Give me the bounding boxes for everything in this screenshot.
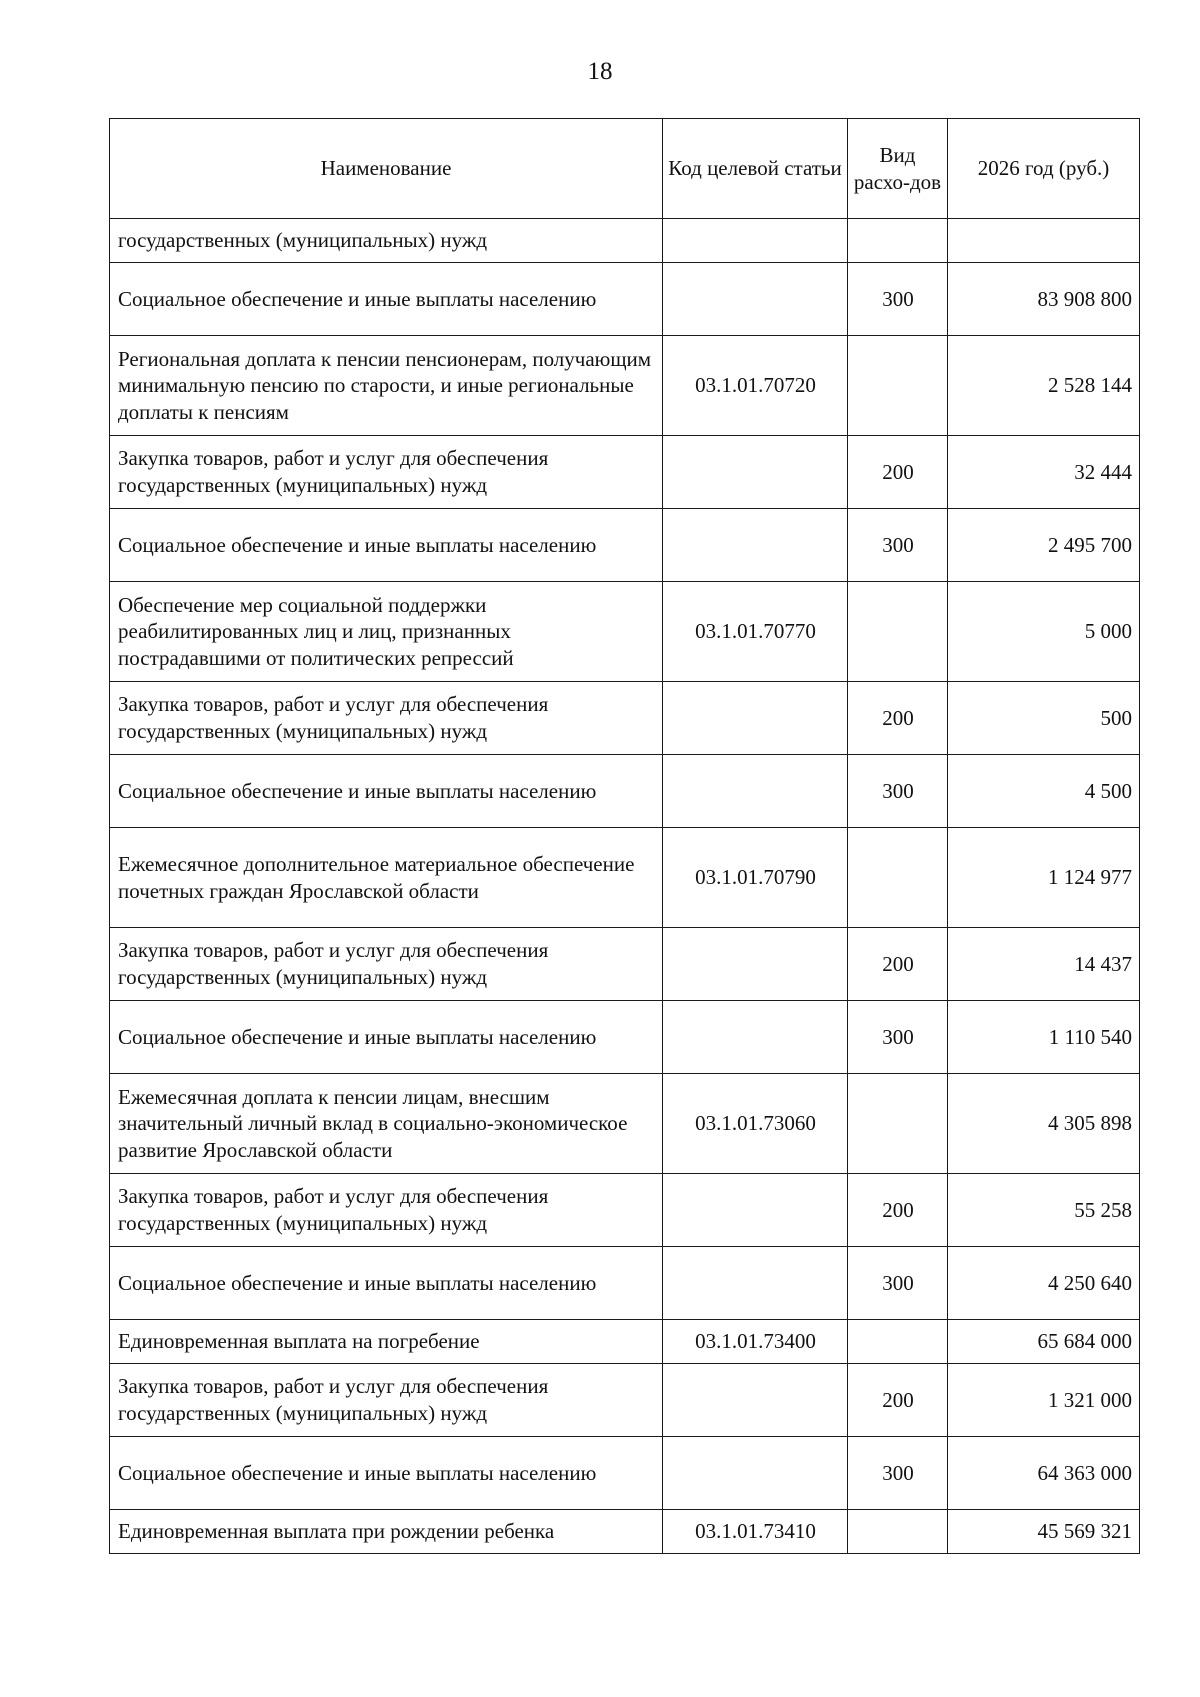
row-amount: 83 908 800 <box>948 263 1140 336</box>
row-amount: 500 <box>948 682 1140 755</box>
row-amount: 5 000 <box>948 582 1140 682</box>
table-row <box>110 1074 1140 1174</box>
row-amount: 4 500 <box>948 755 1140 828</box>
row-type <box>848 1510 948 1554</box>
row-name: Единовременная выплата при рождении ребенка <box>110 1510 663 1554</box>
table-row <box>110 682 1140 755</box>
row-type <box>848 582 948 682</box>
table-row <box>110 1510 1140 1554</box>
row-code: 03.1.01.73400 <box>663 1320 848 1364</box>
row-type: 300 <box>848 1247 948 1320</box>
table-row <box>110 928 1140 1001</box>
row-name: Ежемесячная доплата к пенсии лицам, внесшим значительный личный вклад в социально-экономическое развитие Ярославской области <box>110 1074 663 1174</box>
table-row <box>110 509 1140 582</box>
row-amount: 45 569 321 <box>948 1510 1140 1554</box>
row-type: 200 <box>848 928 948 1001</box>
row-code <box>663 1437 848 1510</box>
row-name: Единовременная выплата на погребение <box>110 1320 663 1364</box>
table-row <box>110 1174 1140 1247</box>
table-body <box>110 219 1140 1554</box>
row-type: 200 <box>848 1174 948 1247</box>
row-code <box>663 755 848 828</box>
header-name: Наименование <box>110 119 663 219</box>
row-type: 200 <box>848 1364 948 1437</box>
row-name: Ежемесячное дополнительное материальное обеспечение почетных граждан Ярославской области <box>110 828 663 928</box>
row-name: Социальное обеспечение и иные выплаты населению <box>110 755 663 828</box>
table-row <box>110 436 1140 509</box>
row-code <box>663 1247 848 1320</box>
row-type: 300 <box>848 1001 948 1074</box>
row-name: Закупка товаров, работ и услуг для обеспечения государственных (муниципальных) нужд <box>110 1174 663 1247</box>
row-code: 03.1.01.70790 <box>663 828 848 928</box>
row-name: Закупка товаров, работ и услуг для обеспечения государственных (муниципальных) нужд <box>110 1364 663 1437</box>
table-row <box>110 755 1140 828</box>
row-name: государственных (муниципальных) нужд <box>110 219 663 263</box>
row-name: Социальное обеспечение и иные выплаты населению <box>110 1247 663 1320</box>
row-amount: 1 321 000 <box>948 1364 1140 1437</box>
row-name: Закупка товаров, работ и услуг для обеспечения государственных (муниципальных) нужд <box>110 436 663 509</box>
row-amount: 64 363 000 <box>948 1437 1140 1510</box>
table-row <box>110 263 1140 336</box>
row-type: 300 <box>848 509 948 582</box>
row-code <box>663 219 848 263</box>
budget-table <box>109 118 1140 1554</box>
header-amount: 2026 год (руб.) <box>948 119 1140 219</box>
row-code: 03.1.01.70720 <box>663 336 848 436</box>
row-amount: 1 110 540 <box>948 1001 1140 1074</box>
table-row <box>110 1364 1140 1437</box>
row-type <box>848 1074 948 1174</box>
page-number: 18 <box>587 58 613 85</box>
row-type: 300 <box>848 755 948 828</box>
row-code <box>663 928 848 1001</box>
table-row <box>110 828 1140 928</box>
table-row <box>110 219 1140 263</box>
row-code <box>663 1364 848 1437</box>
row-name: Социальное обеспечение и иные выплаты населению <box>110 509 663 582</box>
row-code <box>663 1001 848 1074</box>
row-amount: 4 305 898 <box>948 1074 1140 1174</box>
table-header <box>110 119 1140 219</box>
row-name: Социальное обеспечение и иные выплаты населению <box>110 263 663 336</box>
row-code: 03.1.01.73410 <box>663 1510 848 1554</box>
row-amount: 1 124 977 <box>948 828 1140 928</box>
row-type <box>848 1320 948 1364</box>
row-amount: 4 250 640 <box>948 1247 1140 1320</box>
row-amount: 65 684 000 <box>948 1320 1140 1364</box>
row-code <box>663 1174 848 1247</box>
row-type: 300 <box>848 1437 948 1510</box>
table-row <box>110 336 1140 436</box>
table-row <box>110 1320 1140 1364</box>
header-code: Код целевой статьи <box>663 119 848 219</box>
table-row <box>110 1001 1140 1074</box>
row-name: Социальное обеспечение и иные выплаты населению <box>110 1001 663 1074</box>
row-amount: 14 437 <box>948 928 1140 1001</box>
row-type: 300 <box>848 263 948 336</box>
row-amount: 2 495 700 <box>948 509 1140 582</box>
row-type: 200 <box>848 436 948 509</box>
row-name: Закупка товаров, работ и услуг для обеспечения государственных (муниципальных) нужд <box>110 682 663 755</box>
row-amount: 32 444 <box>948 436 1140 509</box>
row-code: 03.1.01.73060 <box>663 1074 848 1174</box>
row-amount <box>948 219 1140 263</box>
row-code: 03.1.01.70770 <box>663 582 848 682</box>
row-code <box>663 509 848 582</box>
row-name: Региональная доплата к пенсии пенсионерам, получающим минимальную пенсию по старости, и иные региональные доплаты к пенсиям <box>110 336 663 436</box>
row-amount: 55 258 <box>948 1174 1140 1247</box>
table-row <box>110 1247 1140 1320</box>
table-row <box>110 1437 1140 1510</box>
header-type: Вид расхо-дов <box>848 119 948 219</box>
table-row <box>110 582 1140 682</box>
row-name: Социальное обеспечение и иные выплаты населению <box>110 1437 663 1510</box>
header-row <box>110 119 1140 219</box>
row-type <box>848 828 948 928</box>
row-name: Обеспечение мер социальной поддержки реабилитированных лиц и лиц, признанных пострадавшими от политических репрессий <box>110 582 663 682</box>
row-name: Закупка товаров, работ и услуг для обеспечения государственных (муниципальных) нужд <box>110 928 663 1001</box>
row-type <box>848 336 948 436</box>
row-code <box>663 436 848 509</box>
row-code <box>663 263 848 336</box>
row-amount: 2 528 144 <box>948 336 1140 436</box>
row-code <box>663 682 848 755</box>
row-type: 200 <box>848 682 948 755</box>
row-type <box>848 219 948 263</box>
